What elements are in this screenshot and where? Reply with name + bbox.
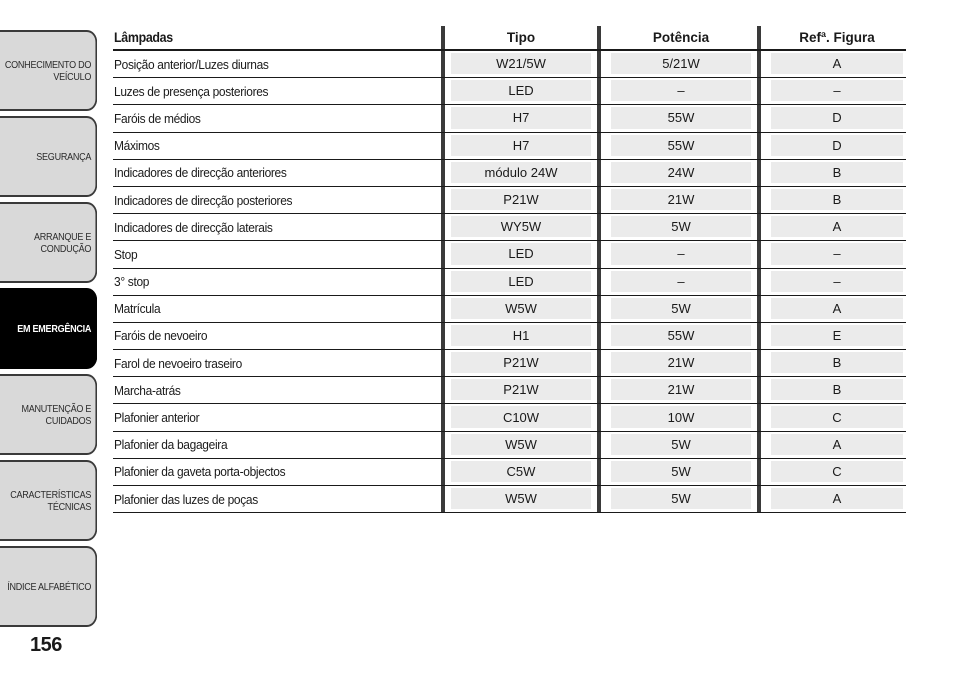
cell-power: 5W [611,488,751,509]
cell-power: – [611,80,751,101]
cell-ref: D [771,107,903,128]
cell-type: C5W [451,461,591,482]
cell-power: 55W [611,325,751,346]
table-row [113,350,906,377]
cell-type: P21W [451,189,591,210]
tab-label-line1: SEGURANÇA [36,150,92,163]
table-row [113,323,906,350]
cell-lamp: Stop [114,246,138,262]
cell-ref: C [771,461,903,482]
cell-ref: B [771,162,903,183]
cell-ref: – [771,243,903,264]
cell-type: LED [451,80,591,101]
cell-ref: – [771,80,903,101]
tab-label-line1: ÍNDICE ALFABÉTICO [7,580,92,593]
table-row [113,377,906,404]
cell-power: 5W [611,298,751,319]
table-row [113,187,906,214]
table-row [113,486,906,513]
cell-type: W21/5W [451,53,591,74]
cell-type: WY5W [451,216,591,237]
cell-type: H1 [451,325,591,346]
table-row [113,296,906,323]
cell-ref: D [771,135,903,156]
table-row [113,105,906,132]
cell-type: P21W [451,352,591,373]
cell-ref: A [771,434,903,455]
table-row [113,51,906,78]
cell-lamp: Plafonier anterior [114,410,200,426]
tab-arranque-e-conducao[interactable] [0,202,97,283]
tab-em-emergencia[interactable] [0,288,97,369]
cell-lamp: 3° stop [114,274,150,290]
cell-type: módulo 24W [451,162,591,183]
header-type: Tipo [506,30,536,45]
cell-lamp: Máximos [114,138,160,154]
header-lamp: Lâmpadas [114,30,173,45]
table-row [113,214,906,241]
cell-type: LED [451,243,591,264]
cell-type: W5W [451,434,591,455]
cell-type: LED [451,271,591,292]
cell-power: – [611,271,751,292]
cell-power: 21W [611,189,751,210]
cell-type: W5W [451,488,591,509]
cell-ref: A [771,488,903,509]
tab-label-line1: CONHECIMENTO DO [4,58,92,71]
cell-ref: A [771,216,903,237]
table-row [113,432,906,459]
cell-power: 55W [611,135,751,156]
cell-lamp: Matrícula [114,301,161,317]
header-ref: Refª. Figura [799,30,875,45]
cell-power: 55W [611,107,751,128]
page-number: 156 [30,634,62,656]
tab-conhecimento-do-veiculo[interactable] [0,30,97,111]
cell-lamp: Plafonier da gaveta porta-objectos [114,464,286,480]
header-power: Potência [652,30,710,45]
cell-lamp: Indicadores de direcção posteriores [114,192,293,208]
cell-lamp: Plafonier da bagageira [114,437,228,453]
cell-ref: C [771,406,903,427]
table-row [113,133,906,160]
cell-ref: E [771,325,903,346]
table-row [113,269,906,296]
table-row [113,78,906,105]
cell-ref: B [771,379,903,400]
table-row [113,404,906,431]
tab-label-line2: CUIDADOS [45,414,92,427]
cell-lamp: Farol de nevoeiro traseiro [114,355,242,371]
tab-label-line1: EM EMERGÊNCIA [17,322,92,335]
cell-power: 21W [611,352,751,373]
cell-ref: – [771,271,903,292]
cell-ref: A [771,53,903,74]
cell-type: C10W [451,406,591,427]
cell-type: H7 [451,107,591,128]
tab-caracteristicas-tecnicas[interactable] [0,460,97,541]
cell-ref: B [771,189,903,210]
cell-lamp: Indicadores de direcção anteriores [114,165,287,181]
table-row [113,241,906,268]
tab-manutencao-e-cuidados[interactable] [0,374,97,455]
tab-seguranca[interactable] [0,116,97,197]
cell-ref: B [771,352,903,373]
cell-lamp: Posição anterior/Luzes diurnas [114,56,269,72]
cell-lamp: Faróis de médios [114,110,201,126]
cell-power: 5/21W [611,53,751,74]
cell-power: 10W [611,406,751,427]
table-header-row [113,26,906,51]
cell-power: 5W [611,434,751,455]
cell-power: 5W [611,461,751,482]
cell-power: 24W [611,162,751,183]
cell-type: W5W [451,298,591,319]
cell-ref: A [771,298,903,319]
cell-lamp: Marcha-atrás [114,382,181,398]
cell-power: – [611,243,751,264]
cell-lamp: Faróis de nevoeiro [114,328,208,344]
table-row [113,160,906,187]
tab-label-line2: VEÍCULO [53,70,92,83]
cell-lamp: Indicadores de direcção laterais [114,219,273,235]
cell-lamp: Plafonier das luzes de poças [114,491,258,507]
tab-label-line1: ARRANQUE E [34,230,92,243]
tab-indice-alfabetico[interactable] [0,546,97,627]
tab-label-line2: TÉCNICAS [47,500,92,513]
cell-type: H7 [451,135,591,156]
cell-power: 5W [611,216,751,237]
tab-label-line1: CARACTERÍSTICAS [10,488,92,501]
table-row [113,459,906,486]
tab-label-line2: CONDUÇÃO [40,242,92,255]
cell-power: 21W [611,379,751,400]
cell-lamp: Luzes de presença posteriores [114,83,269,99]
lamp-table [113,26,906,513]
cell-type: P21W [451,379,591,400]
tab-label-line1: MANUTENÇÃO E [21,402,92,415]
